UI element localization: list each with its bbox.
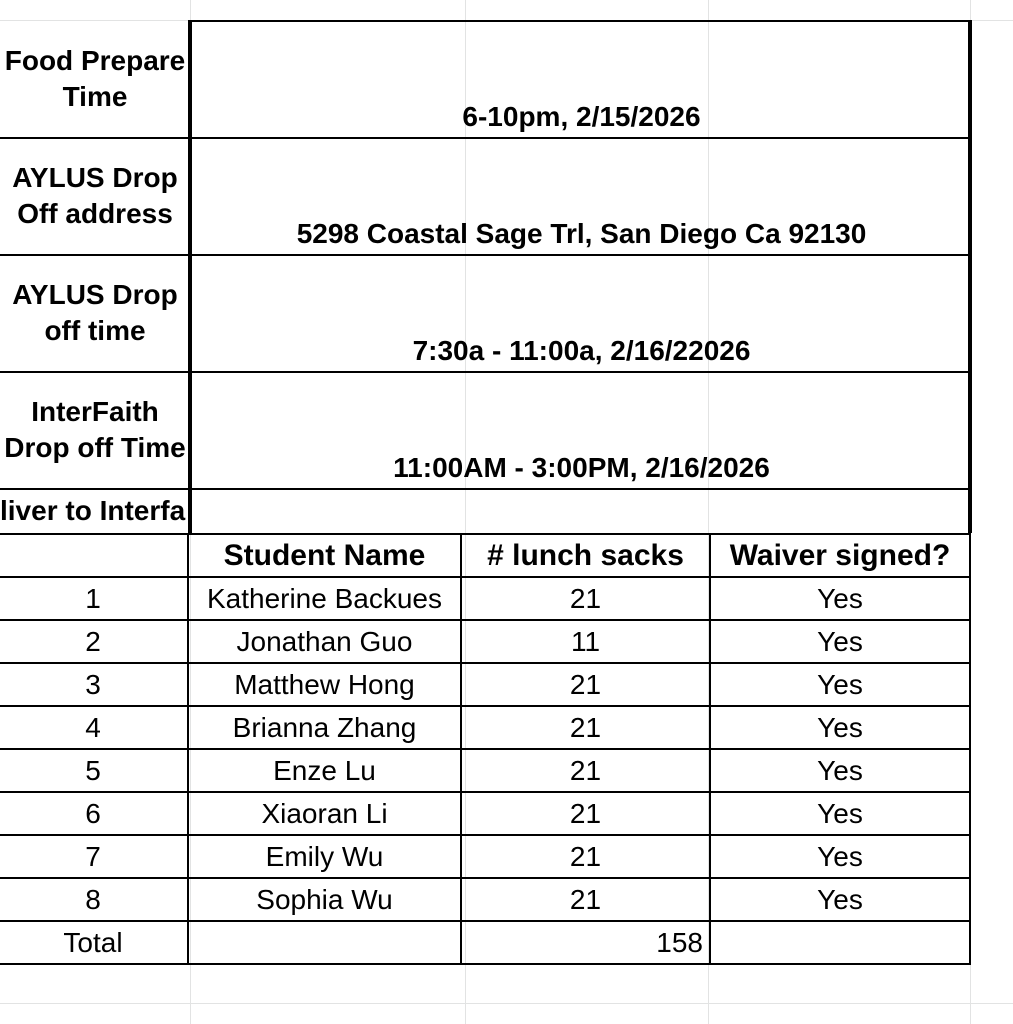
info-label[interactable]: InterFaith Drop off Time xyxy=(4,396,186,463)
info-row-drop-off-time xyxy=(0,255,973,371)
cell-num[interactable]: 2 xyxy=(0,620,188,663)
cell-sacks[interactable]: 21 xyxy=(461,835,710,878)
cell-name[interactable]: Jonathan Guo xyxy=(188,620,461,663)
info-value[interactable]: 11:00AM - 3:00PM, 2/16/2026 xyxy=(393,452,770,483)
clipped-cell-text: liver to Interfa xyxy=(0,495,186,526)
total-label[interactable]: Total xyxy=(0,921,188,964)
cell-name[interactable]: Katherine Backues xyxy=(188,577,461,620)
table-total-row xyxy=(0,921,970,964)
cell-border xyxy=(0,488,972,490)
cell-waiver[interactable]: Yes xyxy=(710,620,970,663)
cell-num[interactable]: 6 xyxy=(0,792,188,835)
cell-num[interactable]: 7 xyxy=(0,835,188,878)
cell-waiver[interactable]: Yes xyxy=(710,878,970,921)
cell-sacks[interactable]: 11 xyxy=(461,620,710,663)
info-value[interactable]: 7:30a - 11:00a, 2/16/22026 xyxy=(412,335,751,366)
table-row xyxy=(0,878,970,921)
cell-sacks[interactable]: 21 xyxy=(461,878,710,921)
total-empty-cell[interactable] xyxy=(710,921,970,964)
info-label[interactable]: AYLUS Drop Off address xyxy=(12,162,178,229)
header-cell-index[interactable] xyxy=(0,534,188,577)
cell-waiver[interactable]: Yes xyxy=(710,663,970,706)
students-table xyxy=(0,533,971,965)
cell-num[interactable]: 5 xyxy=(0,749,188,792)
header-cell-waiver[interactable]: Waiver signed? xyxy=(710,534,970,577)
cell-border xyxy=(188,20,972,22)
cell-border xyxy=(0,371,972,373)
table-header-row xyxy=(0,534,970,577)
cell-waiver[interactable]: Yes xyxy=(710,749,970,792)
cell-border xyxy=(968,20,972,533)
cell-waiver[interactable]: Yes xyxy=(710,792,970,835)
table-row xyxy=(0,706,970,749)
table-row xyxy=(0,749,970,792)
info-row-interfaith-drop-off xyxy=(0,372,973,488)
cell-sacks[interactable]: 21 xyxy=(461,663,710,706)
info-value[interactable]: 5298 Coastal Sage Trl, San Diego Ca 92130 xyxy=(296,218,867,249)
table-row xyxy=(0,835,970,878)
clipped-cell-label[interactable] xyxy=(0,489,190,533)
info-label[interactable]: Food Prepare Time xyxy=(4,45,186,112)
cell-waiver[interactable]: Yes xyxy=(710,577,970,620)
cell-name[interactable]: Matthew Hong xyxy=(188,663,461,706)
info-label[interactable]: AYLUS Drop off time xyxy=(12,279,178,346)
cell-border xyxy=(0,137,972,139)
cell-border xyxy=(0,254,972,256)
cell-name[interactable]: Xiaoran Li xyxy=(188,792,461,835)
table-row xyxy=(0,577,970,620)
cell-sacks[interactable]: 21 xyxy=(461,577,710,620)
cell-sacks[interactable]: 21 xyxy=(461,706,710,749)
cell-name[interactable]: Enze Lu xyxy=(188,749,461,792)
cell-num[interactable]: 1 xyxy=(0,577,188,620)
cell-waiver[interactable]: Yes xyxy=(710,835,970,878)
cell-name[interactable]: Sophia Wu xyxy=(188,878,461,921)
header-cell-student-name[interactable]: Student Name xyxy=(188,534,461,577)
total-value[interactable]: 158 xyxy=(461,921,710,964)
cell-border xyxy=(188,20,192,533)
total-empty-cell[interactable] xyxy=(188,921,461,964)
cell-waiver[interactable]: Yes xyxy=(710,706,970,749)
cell-num[interactable]: 8 xyxy=(0,878,188,921)
cell-sacks[interactable]: 21 xyxy=(461,792,710,835)
cell-num[interactable]: 4 xyxy=(0,706,188,749)
cell-name[interactable]: Emily Wu xyxy=(188,835,461,878)
table-row xyxy=(0,620,970,663)
cell-num[interactable]: 3 xyxy=(0,663,188,706)
cell-name[interactable]: Brianna Zhang xyxy=(188,706,461,749)
table-row xyxy=(0,792,970,835)
info-value[interactable]: 6-10pm, 2/15/2026 xyxy=(462,101,701,132)
info-row-food-prepare xyxy=(0,21,973,137)
info-row-drop-off-address xyxy=(0,138,973,254)
cell-sacks[interactable]: 21 xyxy=(461,749,710,792)
table-row xyxy=(0,663,970,706)
grid-line xyxy=(0,1003,1013,1004)
header-cell-lunch-sacks[interactable]: # lunch sacks xyxy=(461,534,710,577)
